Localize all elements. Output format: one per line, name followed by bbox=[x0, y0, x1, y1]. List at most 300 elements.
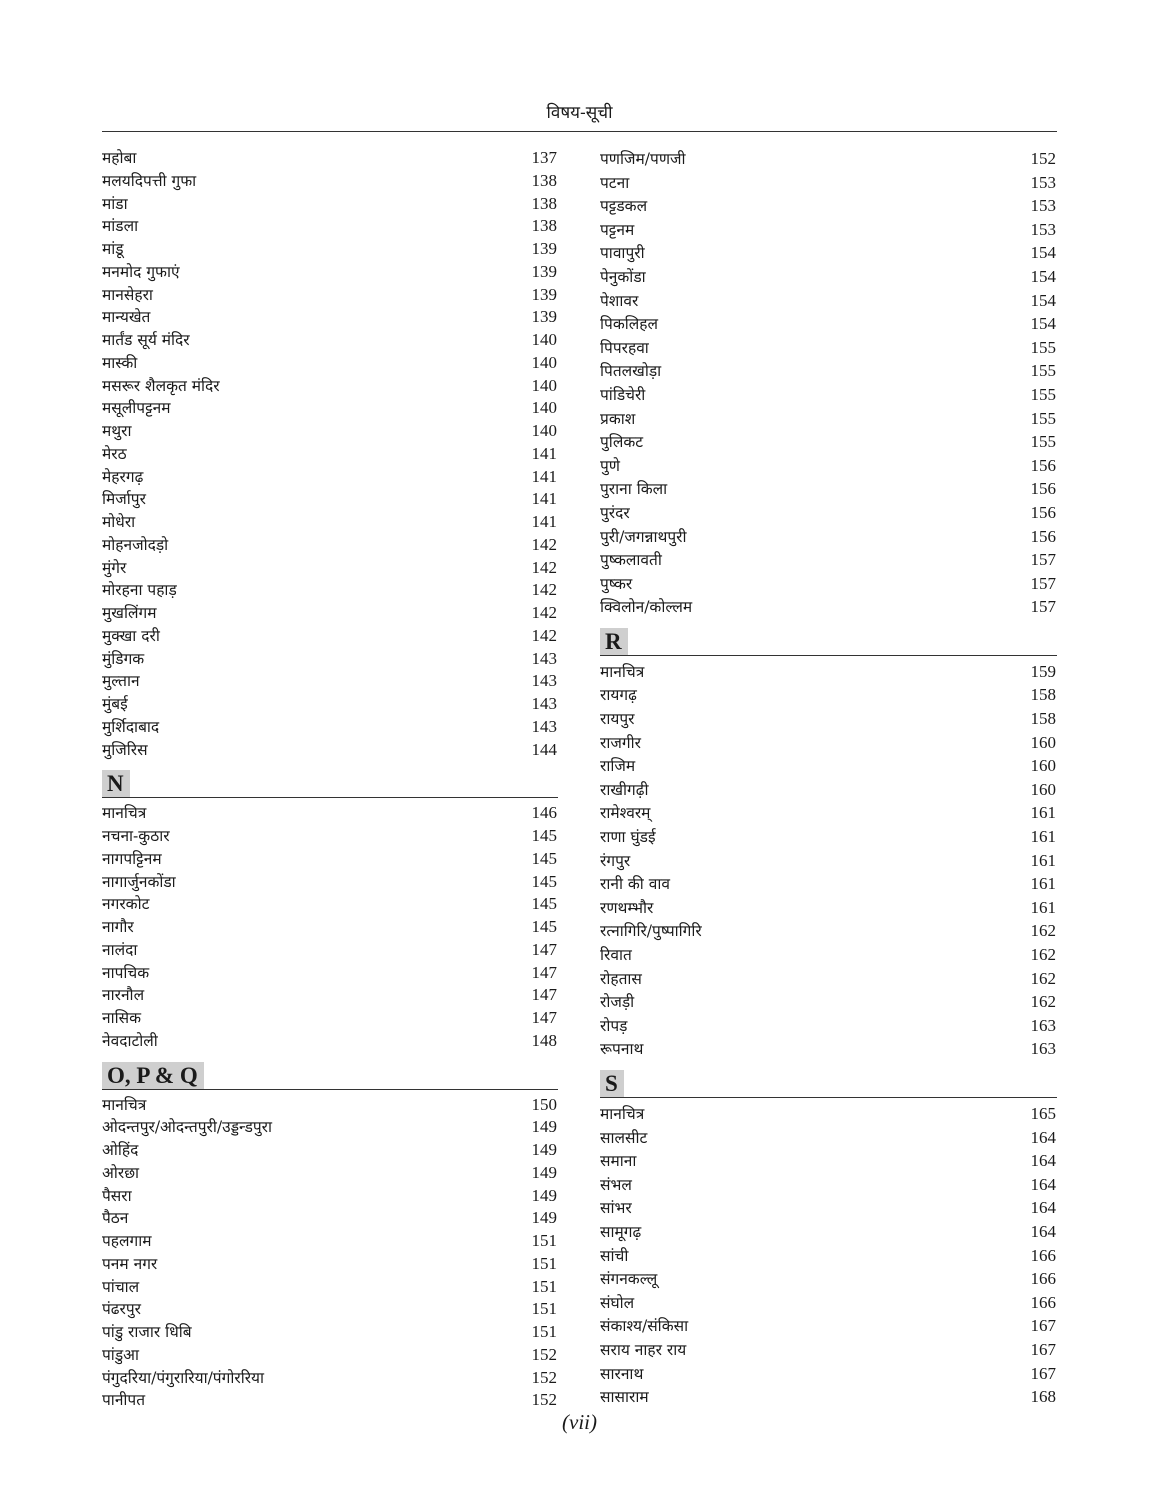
entry-name: पंढरपुर bbox=[102, 1300, 142, 1319]
entry-page-number: 168 bbox=[1030, 1387, 1056, 1407]
entry-page-number: 151 bbox=[531, 1322, 557, 1341]
entry-page-number: 141 bbox=[531, 489, 557, 509]
toc-entry bbox=[102, 670, 558, 693]
toc-entry bbox=[102, 716, 558, 739]
entry-page-number: 156 bbox=[1030, 479, 1056, 499]
entry-name: पुराना किला bbox=[600, 480, 668, 499]
entry-name: पुष्कर bbox=[600, 574, 633, 593]
entry-page-number: 153 bbox=[1030, 172, 1056, 192]
section-letter: S bbox=[600, 1070, 624, 1097]
entry-name: पिपरहवा bbox=[600, 338, 649, 357]
entry-name: मुखलिंगम bbox=[102, 604, 157, 622]
entry-page-number: 166 bbox=[1030, 1292, 1056, 1312]
entry-name: पांडु राजार धिबि bbox=[102, 1323, 192, 1341]
entry-name: प्रकाश bbox=[600, 409, 636, 428]
toc-entry bbox=[600, 1385, 1057, 1409]
entry-page-number: 167 bbox=[1030, 1339, 1056, 1359]
entry-page-number: 142 bbox=[531, 625, 557, 645]
toc-entry bbox=[600, 454, 1057, 478]
entry-name: ओरछा bbox=[102, 1163, 140, 1182]
entry-page-number: 156 bbox=[1030, 455, 1056, 475]
entry-name: पैठन bbox=[102, 1209, 129, 1228]
entry-page-number: 138 bbox=[531, 170, 557, 190]
toc-entry bbox=[102, 215, 558, 238]
entry-name: संभल bbox=[600, 1175, 632, 1194]
entry-name: नागार्जुनकोंडा bbox=[102, 872, 176, 891]
entry-name: मार्तंड सूर्य मंदिर bbox=[102, 331, 190, 349]
toc-entry bbox=[102, 1321, 558, 1344]
entry-page-number: 149 bbox=[531, 1140, 557, 1159]
toc-entry bbox=[102, 848, 558, 871]
entry-name: मांडू bbox=[102, 240, 124, 258]
toc-entry bbox=[102, 1207, 558, 1230]
entry-page-number: 139 bbox=[531, 261, 557, 281]
toc-entry bbox=[600, 801, 1057, 825]
entry-name: मेरठ bbox=[102, 444, 127, 463]
entry-page-number: 151 bbox=[531, 1299, 557, 1319]
entry-name: ओहिंद bbox=[102, 1141, 139, 1159]
toc-entry bbox=[102, 916, 558, 939]
toc-entry bbox=[102, 284, 558, 307]
entry-page-number: 158 bbox=[1030, 685, 1056, 705]
entry-name: पंगुदरिया/पंगुरारिया/पंगोररिया bbox=[102, 1368, 265, 1387]
entry-name: पुरंदर bbox=[600, 503, 630, 522]
toc-entry bbox=[600, 1173, 1057, 1197]
entry-page-number: 152 bbox=[531, 1367, 557, 1387]
entry-name: राणा घुंडई bbox=[600, 828, 656, 847]
entry-page-number: 162 bbox=[1030, 945, 1056, 964]
entry-page-number: 164 bbox=[1030, 1221, 1056, 1241]
entry-page-number: 137 bbox=[531, 148, 557, 167]
entry-name: नासिक bbox=[102, 1009, 142, 1027]
entry-page-number: 165 bbox=[1030, 1103, 1056, 1123]
header-rule bbox=[102, 131, 1057, 132]
toc-entry bbox=[600, 778, 1057, 802]
toc-entry bbox=[102, 147, 558, 170]
toc-entry bbox=[102, 1230, 558, 1253]
entry-name: पुष्कलावती bbox=[600, 551, 662, 570]
page-title: विषय-सूची bbox=[546, 103, 613, 123]
toc-entry bbox=[102, 488, 558, 511]
entry-name: नागपट्टिनम bbox=[102, 849, 162, 868]
toc-entry bbox=[102, 511, 558, 534]
entry-page-number: 154 bbox=[1030, 290, 1056, 310]
toc-entry bbox=[102, 871, 558, 894]
entry-name: रिवात bbox=[600, 946, 632, 964]
toc-entry bbox=[600, 548, 1057, 572]
entry-name: पणजिम/पणजी bbox=[600, 150, 686, 168]
section-heading-r bbox=[600, 621, 1057, 656]
entry-name: पुरी/जगन्नाथपुरी bbox=[600, 527, 687, 546]
toc-entry bbox=[102, 534, 558, 557]
entry-name: मनमोद गुफाएं bbox=[102, 262, 180, 281]
entry-name: रोहतास bbox=[600, 969, 642, 988]
entry-page-number: 162 bbox=[1030, 992, 1056, 1012]
entry-page-number: 146 bbox=[531, 803, 557, 823]
toc-entry bbox=[600, 1102, 1057, 1126]
entry-page-number: 143 bbox=[531, 671, 557, 691]
entry-name: पहलगाम bbox=[102, 1232, 152, 1250]
entry-name: मानसेहरा bbox=[102, 285, 153, 304]
entry-page-number: 158 bbox=[1030, 709, 1056, 729]
entry-page-number: 160 bbox=[1030, 779, 1056, 799]
entry-page-number: 145 bbox=[531, 848, 557, 868]
section-letter: R bbox=[600, 628, 628, 655]
entry-page-number: 163 bbox=[1030, 1015, 1056, 1035]
entry-page-number: 166 bbox=[1030, 1269, 1056, 1289]
entry-name: मलयदिपत्ती गुफा bbox=[102, 171, 197, 190]
entry-page-number: 156 bbox=[1030, 526, 1056, 546]
left-column bbox=[102, 147, 558, 1412]
toc-entry bbox=[600, 383, 1057, 407]
toc-entry bbox=[600, 1014, 1057, 1038]
entry-name: मुल्तान bbox=[102, 672, 140, 691]
entry-page-number: 142 bbox=[531, 580, 557, 600]
toc-entry bbox=[600, 525, 1057, 549]
entry-page-number: 163 bbox=[1030, 1039, 1056, 1059]
toc-entry bbox=[600, 241, 1057, 265]
entry-name: नचना-कुठार bbox=[102, 827, 170, 845]
toc-entry bbox=[102, 238, 558, 261]
toc-entry bbox=[102, 170, 558, 193]
entry-name: मुर्शिदाबाद bbox=[102, 717, 160, 736]
entry-name: रोपड़ bbox=[600, 1016, 628, 1035]
entry-name: नापचिक bbox=[102, 963, 150, 982]
entry-name: रत्नागिरि/पुष्पागिरि bbox=[600, 922, 702, 941]
entry-page-number: 142 bbox=[531, 557, 557, 577]
toc-entry bbox=[102, 984, 558, 1007]
entry-name: राजगीर bbox=[600, 733, 641, 752]
entry-name: ओदन्तपुर/ओदन्तपुरी/उड्डन्डपुरा bbox=[102, 1118, 273, 1137]
entry-name: महोबा bbox=[102, 149, 137, 167]
toc-entry bbox=[102, 939, 558, 962]
entry-name: राजिम bbox=[600, 757, 636, 776]
entry-name: मुंबई bbox=[102, 695, 128, 713]
entry-name: सासाराम bbox=[600, 1388, 649, 1407]
entry-page-number: 155 bbox=[1030, 361, 1056, 381]
entry-page-number: 144 bbox=[531, 739, 557, 759]
entry-page-number: 141 bbox=[531, 443, 557, 463]
entry-page-number: 164 bbox=[1030, 1151, 1056, 1171]
entry-name: रोजड़ी bbox=[600, 993, 635, 1012]
entry-name: पेशावर bbox=[600, 291, 639, 310]
entry-name: मुक्खा दरी bbox=[102, 626, 160, 645]
toc-entry bbox=[600, 849, 1057, 873]
entry-page-number: 149 bbox=[531, 1162, 557, 1182]
entry-name: पेनुकोंडा bbox=[600, 267, 646, 286]
toc-entry bbox=[102, 893, 558, 916]
entry-name: मुंडिगक bbox=[102, 649, 145, 668]
entry-name: पनम नगर bbox=[102, 1254, 158, 1273]
toc-entry bbox=[102, 375, 558, 398]
entry-name: मानचित्र bbox=[102, 804, 147, 823]
toc-entry bbox=[600, 1291, 1057, 1315]
section-heading-n bbox=[102, 763, 558, 798]
toc-entry bbox=[600, 407, 1057, 431]
entry-page-number: 159 bbox=[1030, 661, 1056, 681]
entry-page-number: 147 bbox=[531, 985, 557, 1005]
entry-page-number: 160 bbox=[1030, 732, 1056, 752]
entry-page-number: 164 bbox=[1030, 1198, 1056, 1218]
toc-entry bbox=[102, 1007, 558, 1030]
entry-name: मान्यखेत bbox=[102, 308, 151, 327]
entry-page-number: 167 bbox=[1030, 1316, 1056, 1336]
toc-entry bbox=[102, 261, 558, 284]
entry-page-number: 149 bbox=[531, 1208, 557, 1228]
entry-page-number: 142 bbox=[531, 603, 557, 622]
entry-page-number: 152 bbox=[531, 1390, 557, 1410]
entry-page-number: 166 bbox=[1030, 1245, 1056, 1265]
entry-page-number: 154 bbox=[1030, 266, 1056, 286]
toc-entry bbox=[102, 1389, 558, 1412]
entry-name: मोरहना पहाड़ bbox=[102, 581, 177, 600]
toc-entry bbox=[600, 265, 1057, 289]
entry-page-number: 145 bbox=[531, 917, 557, 936]
toc-entry bbox=[102, 352, 558, 375]
toc-entry bbox=[600, 707, 1057, 731]
entry-name: पितलखोड़ा bbox=[600, 362, 662, 381]
entry-name: मसरूर शैलकृत मंदिर bbox=[102, 376, 220, 395]
entry-page-number: 140 bbox=[531, 398, 557, 418]
entry-page-number: 157 bbox=[1030, 573, 1056, 593]
entry-name: संघोल bbox=[600, 1293, 635, 1312]
toc-entry bbox=[600, 660, 1057, 684]
toc-entry bbox=[102, 1162, 558, 1185]
toc-entry bbox=[600, 572, 1057, 596]
entry-name: नगरकोट bbox=[102, 895, 150, 914]
entry-name: समाना bbox=[600, 1152, 637, 1171]
entry-list-p bbox=[600, 147, 1057, 619]
entry-name: रणथम्भौर bbox=[600, 898, 654, 917]
entry-name: पांडिचेरी bbox=[600, 385, 646, 404]
toc-entry bbox=[600, 430, 1057, 454]
entry-name: क्विलोन/कोल्लम bbox=[600, 598, 693, 617]
toc-entry bbox=[102, 1344, 558, 1367]
entry-name: पांचाल bbox=[102, 1277, 140, 1296]
entry-name: मुंगेर bbox=[102, 558, 127, 577]
entry-page-number: 138 bbox=[531, 193, 557, 213]
toc-entry bbox=[600, 312, 1057, 336]
toc-entry bbox=[102, 443, 558, 466]
entry-page-number: 162 bbox=[1030, 921, 1056, 941]
entry-page-number: 147 bbox=[531, 939, 557, 959]
toc-entry bbox=[600, 194, 1057, 218]
entry-page-number: 155 bbox=[1030, 432, 1056, 452]
toc-entry bbox=[102, 1116, 558, 1139]
toc-entry bbox=[600, 967, 1057, 991]
toc-entry bbox=[102, 962, 558, 985]
entry-page-number: 143 bbox=[531, 648, 557, 668]
entry-name: पट्टनम bbox=[600, 220, 635, 239]
toc-entry bbox=[600, 872, 1057, 896]
entry-page-number: 142 bbox=[531, 534, 557, 554]
entry-page-number: 161 bbox=[1030, 803, 1056, 823]
entry-page-number: 152 bbox=[531, 1344, 557, 1364]
entry-list-s bbox=[600, 1102, 1057, 1409]
entry-page-number: 143 bbox=[531, 694, 557, 713]
entry-page-number: 149 bbox=[531, 1185, 557, 1205]
entry-page-number: 155 bbox=[1030, 408, 1056, 428]
entry-page-number: 161 bbox=[1030, 897, 1056, 917]
entry-page-number: 138 bbox=[531, 216, 557, 236]
entry-name: मथुरा bbox=[102, 422, 132, 440]
entry-page-number: 152 bbox=[1030, 149, 1056, 168]
entry-name: पिकलिहल bbox=[600, 315, 658, 334]
toc-entry bbox=[102, 579, 558, 602]
toc-entry bbox=[102, 1139, 558, 1162]
entry-name: मोहनजोदड़ो bbox=[102, 535, 169, 554]
toc-entry bbox=[102, 397, 558, 420]
toc-entry bbox=[102, 420, 558, 443]
entry-page-number: 147 bbox=[531, 962, 557, 982]
section-heading-opq bbox=[102, 1055, 558, 1090]
entry-name: सराय नाहर राय bbox=[600, 1340, 687, 1359]
toc-entry bbox=[102, 306, 558, 329]
entry-name: नारनौल bbox=[102, 986, 145, 1005]
toc-entry bbox=[600, 754, 1057, 778]
toc-entry bbox=[600, 1362, 1057, 1386]
section-letter: O, P & Q bbox=[102, 1062, 204, 1089]
toc-entry bbox=[102, 1367, 558, 1390]
entry-page-number: 147 bbox=[531, 1008, 557, 1027]
toc-entry bbox=[600, 1220, 1057, 1244]
entry-page-number: 145 bbox=[531, 871, 557, 891]
entry-page-number: 140 bbox=[531, 352, 557, 372]
entry-name: रामेश्वरम् bbox=[600, 804, 651, 823]
entry-name: मानचित्र bbox=[600, 662, 645, 681]
entry-page-number: 153 bbox=[1030, 219, 1056, 239]
entry-page-number: 154 bbox=[1030, 243, 1056, 263]
entry-page-number: 161 bbox=[1030, 874, 1056, 894]
entry-list-n bbox=[102, 802, 558, 1052]
entry-page-number: 162 bbox=[1030, 968, 1056, 988]
right-column bbox=[600, 147, 1057, 1409]
entry-name: सारनाथ bbox=[600, 1364, 644, 1383]
entry-page-number: 155 bbox=[1030, 337, 1056, 357]
toc-entry bbox=[102, 648, 558, 671]
entry-name: पुलिकट bbox=[600, 433, 644, 452]
toc-entry bbox=[600, 1196, 1057, 1220]
toc-entry bbox=[102, 466, 558, 489]
toc-entry bbox=[600, 1267, 1057, 1291]
section-letter: N bbox=[102, 770, 130, 797]
entry-list-r bbox=[600, 660, 1057, 1061]
entry-page-number: 164 bbox=[1030, 1127, 1056, 1147]
entry-page-number: 145 bbox=[531, 894, 557, 914]
toc-entry bbox=[102, 802, 558, 825]
entry-page-number: 141 bbox=[531, 466, 557, 486]
toc-entry bbox=[600, 683, 1057, 707]
entry-name: मास्की bbox=[102, 353, 138, 372]
entry-page-number: 139 bbox=[531, 239, 557, 258]
toc-entry bbox=[102, 1298, 558, 1321]
entry-name: संगनकल्लू bbox=[600, 1270, 658, 1289]
entry-name: राखीगढ़ी bbox=[600, 780, 649, 799]
entry-name: मानचित्र bbox=[102, 1095, 147, 1114]
entry-page-number: 139 bbox=[531, 284, 557, 304]
entry-name: मोधेरा bbox=[102, 513, 136, 531]
entry-page-number: 156 bbox=[1030, 502, 1056, 522]
toc-entry bbox=[102, 825, 558, 848]
entry-page-number: 157 bbox=[1030, 597, 1056, 617]
entry-page-number: 149 bbox=[531, 1117, 557, 1137]
entry-page-number: 167 bbox=[1030, 1363, 1056, 1383]
toc-entry bbox=[600, 731, 1057, 755]
entry-page-number: 151 bbox=[531, 1231, 557, 1250]
toc-entry bbox=[102, 329, 558, 352]
entry-page-number: 161 bbox=[1030, 827, 1056, 847]
toc-entry bbox=[600, 218, 1057, 242]
entry-name: मांडला bbox=[102, 217, 139, 236]
toc-entry bbox=[600, 595, 1057, 619]
entry-name: पटना bbox=[600, 173, 630, 192]
toc-entry bbox=[600, 1314, 1057, 1338]
entry-page-number: 155 bbox=[1030, 384, 1056, 404]
entry-name: मानचित्र bbox=[600, 1104, 645, 1123]
toc-entry bbox=[102, 1253, 558, 1276]
entry-name: नागौर bbox=[102, 918, 134, 936]
entry-name: नेवदाटोली bbox=[102, 1031, 158, 1050]
entry-page-number: 151 bbox=[531, 1253, 557, 1273]
toc-entry bbox=[600, 501, 1057, 525]
toc-entry bbox=[600, 477, 1057, 501]
entry-page-number: 139 bbox=[531, 307, 557, 327]
toc-entry bbox=[102, 1094, 558, 1117]
toc-entry bbox=[600, 1338, 1057, 1362]
entry-name: पानीपत bbox=[102, 1391, 146, 1410]
toc-entry bbox=[102, 1276, 558, 1299]
toc-entry bbox=[102, 739, 558, 762]
entry-name: रंगपुर bbox=[600, 851, 631, 870]
toc-entry bbox=[600, 289, 1057, 313]
entry-name: सांची bbox=[600, 1246, 629, 1265]
toc-entry bbox=[600, 1037, 1057, 1061]
page-number: (vii) bbox=[562, 1410, 597, 1434]
toc-entry bbox=[102, 693, 558, 716]
entry-name: मांडा bbox=[102, 194, 128, 213]
entry-name: पुणे bbox=[600, 456, 621, 475]
entry-name: मिर्जापुर bbox=[102, 490, 146, 509]
entry-name: रानी की वाव bbox=[600, 875, 670, 894]
entry-page-number: 161 bbox=[1030, 850, 1056, 870]
toc-entry bbox=[600, 147, 1057, 171]
entry-name: मेहरगढ़ bbox=[102, 467, 144, 486]
entry-name: रायपुर bbox=[600, 710, 635, 729]
entry-page-number: 154 bbox=[1030, 314, 1056, 334]
entry-page-number: 157 bbox=[1030, 550, 1056, 570]
toc-entry bbox=[102, 1030, 558, 1053]
entry-name: सामूगढ़ bbox=[600, 1222, 642, 1241]
toc-entry bbox=[600, 171, 1057, 195]
toc-entry bbox=[600, 1149, 1057, 1173]
entry-page-number: 140 bbox=[531, 375, 557, 395]
entry-name: रायगढ़ bbox=[600, 686, 637, 705]
entry-name: पैसरा bbox=[102, 1186, 132, 1205]
toc-entry bbox=[600, 943, 1057, 967]
entry-name: सांभर bbox=[600, 1199, 632, 1218]
entry-name: मुजिरिस bbox=[102, 740, 148, 759]
entry-page-number: 160 bbox=[1030, 756, 1056, 776]
entry-page-number: 150 bbox=[531, 1094, 557, 1114]
toc-entry bbox=[102, 193, 558, 216]
entry-name: नालंदा bbox=[102, 940, 138, 959]
toc-entry bbox=[102, 602, 558, 625]
entry-page-number: 145 bbox=[531, 826, 557, 845]
entry-name: पावापुरी bbox=[600, 244, 645, 263]
entry-name: पांडुआ bbox=[102, 1345, 139, 1364]
section-heading-s bbox=[600, 1063, 1057, 1098]
entry-name: सालसीट bbox=[600, 1128, 648, 1147]
